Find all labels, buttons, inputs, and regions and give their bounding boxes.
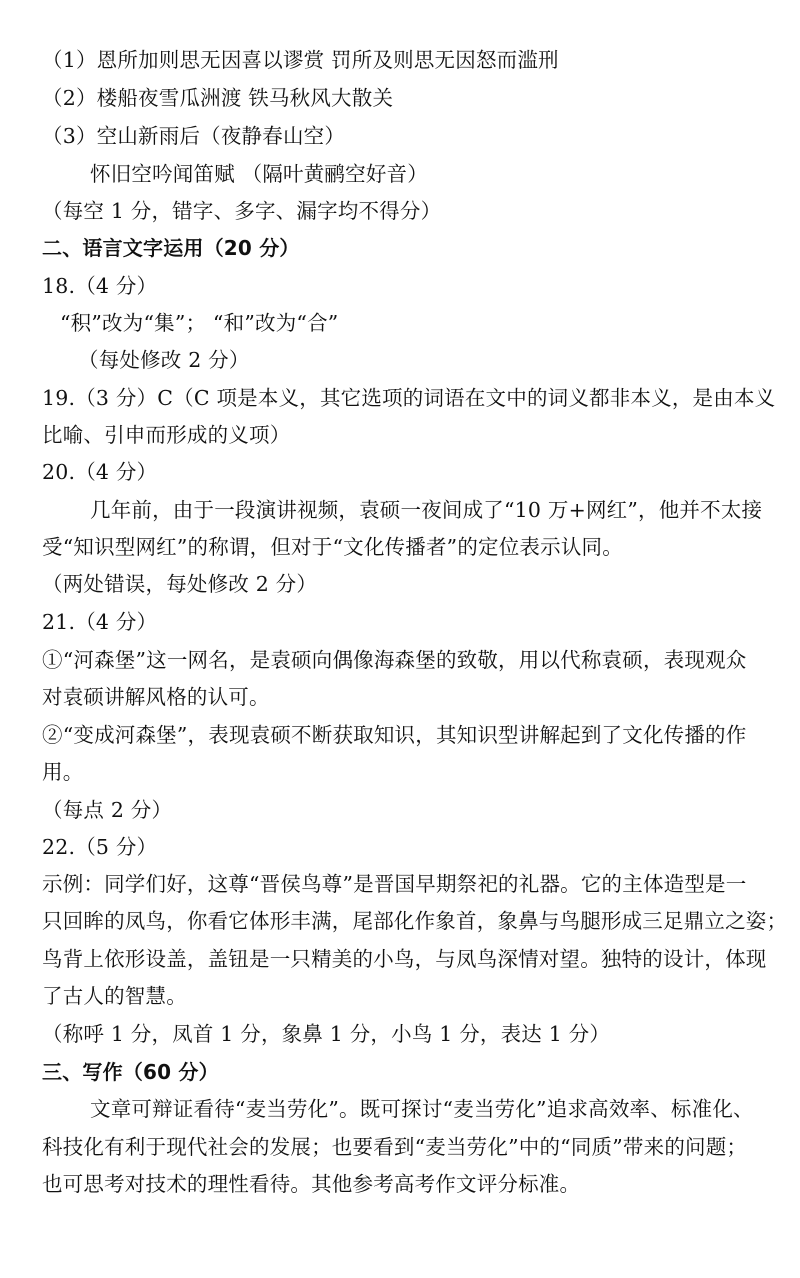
answer-22-line-4: 了古人的智慧。 xyxy=(42,984,187,1008)
answer-22-line-3: 鸟背上依形设盖，盖钮是一只精美的小鸟，与凤鸟深情对望。独特的设计，体现 xyxy=(42,947,767,971)
answer-line-17-2: （2）楼船夜雪瓜洲渡 铁马秋风大散关 xyxy=(42,86,394,110)
answer-20-line-1: 几年前，由于一段演讲视频，袁硕一夜间成了“10 万+网红”，他并不太接 xyxy=(90,498,763,522)
scoring-note-21: （每点 2 分） xyxy=(42,798,173,822)
scoring-note-20: （两处错误，每处修改 2 分） xyxy=(42,572,318,596)
question-20-heading: 20.（4 分） xyxy=(42,460,158,484)
answer-20-line-2: 受“知识型网红”的称谓，但对于“文化传播者”的定位表示认同。 xyxy=(42,535,623,559)
question-21-heading: 21.（4 分） xyxy=(42,610,158,634)
question-18-heading: 18.（4 分） xyxy=(42,274,158,298)
answer-19-line-2: 比喻、引申而形成的义项） xyxy=(42,423,291,447)
answer-21-point-2-line-1: ②“变成河森堡”，表现袁硕不断获取知识，其知识型讲解起到了文化传播的作 xyxy=(42,723,747,747)
answer-22-line-2: 只回眸的凤鸟，你看它体形丰满，尾部化作象首，象鼻与鸟腿形成三足鼎立之姿； xyxy=(42,909,788,933)
answer-22-line-1: 示例：同学们好，这尊“晋侯鸟尊”是晋国早期祭祀的礼器。它的主体造型是一 xyxy=(42,872,747,896)
answer-line-17-3: （3）空山新雨后（夜静春山空） xyxy=(42,124,346,148)
question-22-heading: 22.（5 分） xyxy=(42,835,158,859)
answer-19-line-1: 19.（3 分）C（C 项是本义，其它选项的词语在文中的词义都非本义，是由本义 xyxy=(42,386,776,410)
answer-21-point-1-line-1: ①“河森堡”这一网名，是袁硕向偶像海森堡的致敬，用以代称袁硕，表现观众 xyxy=(42,648,747,672)
answer-21-point-2-line-2: 用。 xyxy=(42,760,84,784)
answer-21-point-1-line-2: 对袁硕讲解风格的认可。 xyxy=(42,685,270,709)
writing-guide-line-3: 也可思考对技术的理性看待。其他参考高考作文评分标准。 xyxy=(42,1172,581,1196)
section-heading-language: 二、语言文字运用（20 分） xyxy=(42,236,300,260)
answer-line-17-3b: 怀旧空吟闻笛赋 （隔叶黄鹂空好音） xyxy=(90,162,428,186)
writing-guide-line-1: 文章可辩证看待“麦当劳化”。既可探讨“麦当劳化”追求高效率、标准化、 xyxy=(90,1097,754,1121)
answer-line-17-1: （1）恩所加则思无因喜以谬赏 罚所及则思无因怒而滥刑 xyxy=(42,48,559,72)
scoring-note-17: （每空 1 分，错字、多字、漏字均不得分） xyxy=(42,199,442,223)
scoring-note-22: （称呼 1 分，凤首 1 分，象鼻 1 分，小鸟 1 分，表达 1 分） xyxy=(42,1022,611,1046)
writing-guide-line-2: 科技化有利于现代社会的发展；也要看到“麦当劳化”中的“同质”带来的问题； xyxy=(42,1135,748,1159)
answer-18: “积”改为“集”； “和”改为“合” xyxy=(60,311,339,335)
scoring-note-18: （每处修改 2 分） xyxy=(78,348,250,372)
section-heading-writing: 三、写作（60 分） xyxy=(42,1060,219,1084)
